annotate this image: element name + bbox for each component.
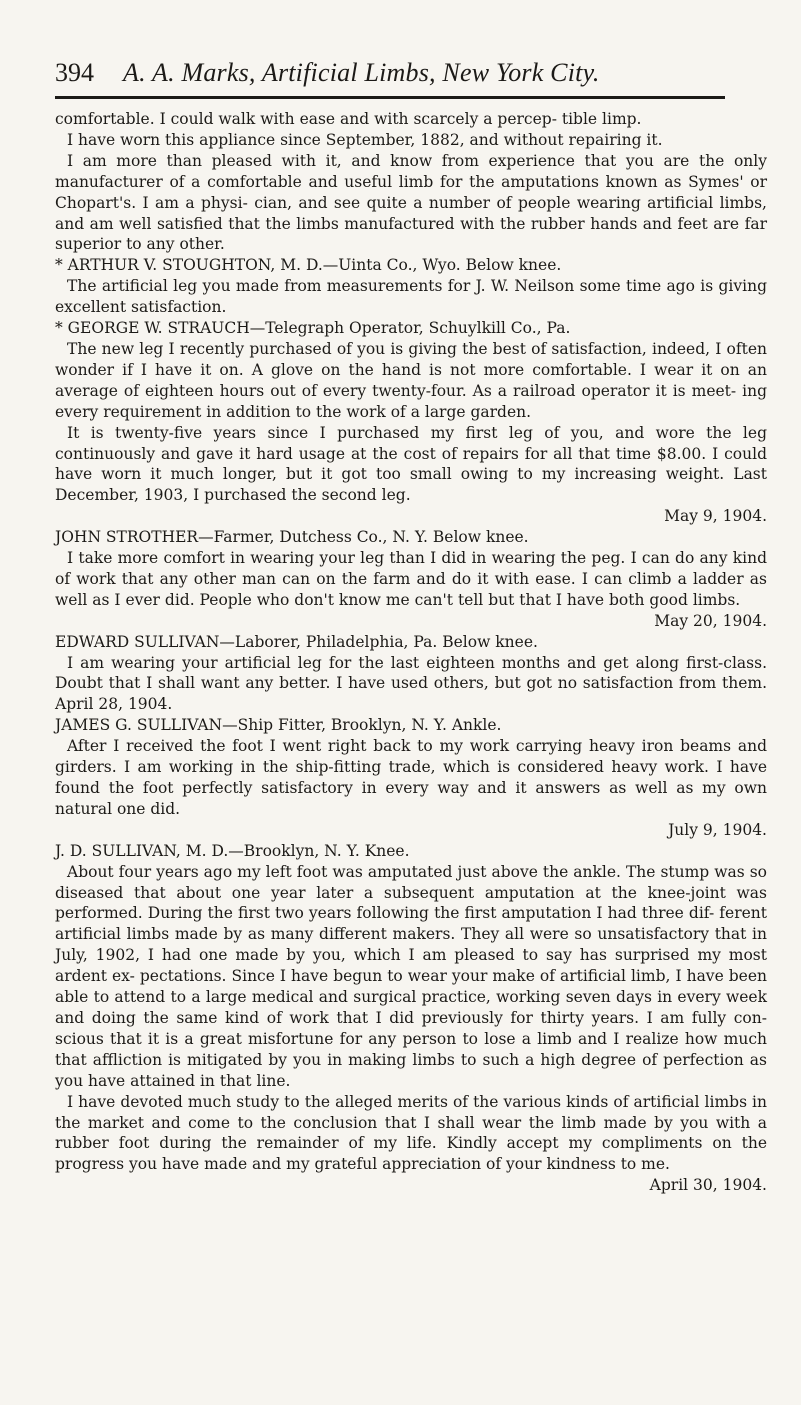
header-rule bbox=[55, 96, 725, 99]
paragraph: After I received the foot I went right back to my work carrying heavy iron beams and girders. I am working in the ship-fitting trade, which is considered heavy work. I have found the foot perfectly satisfactory in every way and it answers as well as my own natural one did. bbox=[55, 737, 767, 818]
paragraph: About four years ago my left foot was amputated just above the ankle. The stump was so diseased that about one year later a subsequent amputation at the knee-joint was performed. During the first two years following the first amputation I had three dif- ferent artificial limbs made by as many different makers. They all were so unsatisfactory that in July, 1902, I had one made by you, which I am pleased to say has surprised my most ardent ex- pectations. Since I have begun to wear your make of artificial limb, I have been able to attend to a large medical and surgical practice, working seven days in every week and doing the same kind of work that I did previously for thirty years. I am fully con- scious that it is a great misfortune for any person to lose a limb and I realize how much that affliction is mitigated by you in making limbs to such a high degree of perfection as you have attained in that line. bbox=[55, 862, 767, 1090]
testimonial-heading: * GEORGE W. STRAUCH—Telegraph Operator, Schuylkill Co., Pa. bbox=[55, 319, 571, 338]
testimonial-heading: JAMES G. SULLIVAN—Ship Fitter, Brooklyn, N. Y. Ankle. bbox=[55, 716, 502, 735]
paragraph: I take more comfort in wearing your leg than I did in wearing the peg. I can do any kind of work that any other man can on the farm and do it with ease. I can climb a ladder as well as I ever did. People who don't know me can't tell but that I have both good limbs. bbox=[55, 549, 767, 609]
testimonial-heading: J. D. SULLIVAN, M. D.—Brooklyn, N. Y. Knee. bbox=[55, 841, 410, 860]
paragraph: The new leg I recently purchased of you is giving the best of satisfaction, indeed, I often wonder if I have it on. A glove on the hand is not more comfortable. I wear it on an average of eighteen hours out of every twenty-four. As a railroad operator it is meet- ing every requirement in addition to the work of a large garden. bbox=[55, 339, 767, 421]
dateline: May 20, 1904. bbox=[654, 611, 767, 630]
paragraph: It is twenty-five years since I purchased my first leg of you, and wore the leg continuously and gave it hard usage at the cost of repairs for all that time $8.00. I could have worn it much longer, but it got too small owing to my increasing weight. Last December, 1903, I purchased the second leg. bbox=[55, 423, 767, 505]
signed-paragraph bbox=[55, 423, 767, 507]
paragraph: comfortable. I could walk with ease and with scarcely a percep- tible limp. bbox=[55, 110, 642, 128]
paragraph: I have devoted much study to the alleged merits of the various kinds of artificial limbs in the market and come to the conclusion that I shall wear the limb made by you with a rubber foot during the remainder of my life. Kindly accept my compliments on the progress you have made and my grateful appreciation of your kindness to me. bbox=[55, 1092, 767, 1174]
paragraph: The artificial leg you made from measurements for J. W. Neilson some time ago is giving excellent satisfaction. bbox=[55, 277, 767, 317]
paragraph: I am more than pleased with it, and know from experience that you are the only manufacturer of a comfortable and useful limb for the amputations known as Symes' or Chopart's. I am a physi- cian, and see quite a number of people wearing artificial limbs, and am well satisfied that the limbs manufactured with the rubber hands and feet are far superior to any other. bbox=[55, 151, 767, 254]
document-page bbox=[55, 58, 767, 1196]
dateline: May 9, 1904. bbox=[664, 507, 767, 526]
signed-paragraph bbox=[55, 1092, 767, 1176]
testimonial-heading: EDWARD SULLIVAN—Laborer, Philadelphia, Pa. Below knee. bbox=[55, 632, 538, 651]
testimonial-heading: JOHN STROTHER—Farmer, Dutchess Co., N. Y. Below knee. bbox=[55, 528, 529, 547]
testimonial-heading: * ARTHUR V. STOUGHTON, M. D.—Uinta Co., Wyo. Below knee. bbox=[55, 256, 562, 275]
dateline: July 9, 1904. bbox=[668, 820, 767, 839]
running-head bbox=[55, 58, 767, 96]
paragraph: I am wearing your artificial leg for the last eighteen months and get along first-class. Doubt that I shall want any better. I have used others, but got no satisfaction from them. April 28, 1904. bbox=[55, 653, 767, 714]
paragraph: I have worn this appliance since September, 1882, and without repairing it. bbox=[67, 130, 663, 149]
page-number: 394 bbox=[55, 58, 94, 87]
running-title: A. A. Marks, Artificial Limbs, New York City. bbox=[123, 58, 600, 87]
dateline: April 30, 1904. bbox=[649, 1176, 767, 1195]
signed-paragraph bbox=[55, 736, 767, 820]
document-body bbox=[55, 109, 767, 1196]
signed-paragraph bbox=[55, 548, 767, 611]
